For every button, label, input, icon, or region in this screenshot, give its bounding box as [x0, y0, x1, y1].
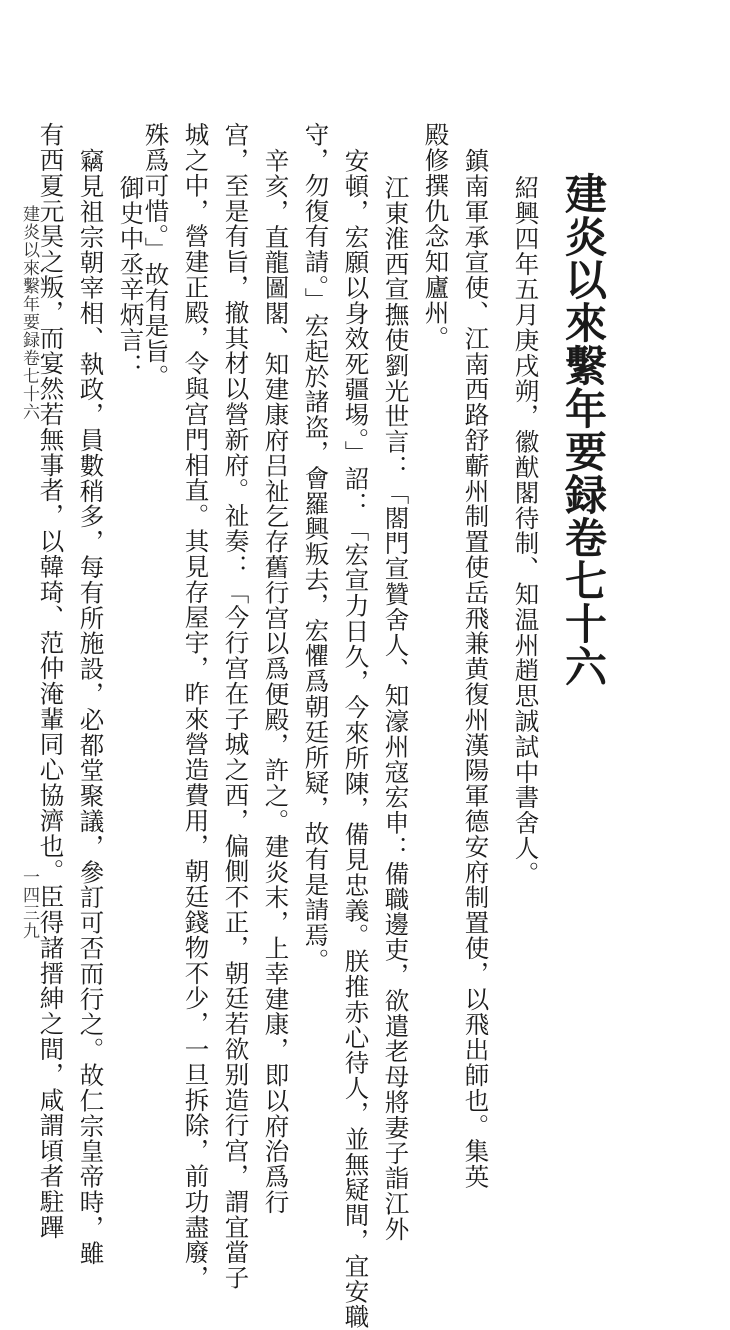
text-column: 御史中丞辛炳言：	[116, 175, 146, 379]
text-column: 殿修撰仇念知廬州。	[421, 122, 451, 351]
page-title: 建炎以來繫年要録卷七十六	[559, 172, 608, 688]
text-column: 安頓，宏願以身效死疆埸。」詔：「宏宣力日久，今來所陳，備見忠義。朕推赤心待人，並無疑間，宜安職	[341, 148, 371, 1330]
text-column: 鎮南軍承宣使、江南西路舒蘄州制置使岳飛兼黄復州漢陽軍德安府制置使，以飛出師也。集英	[461, 148, 491, 1190]
text-column: 辛亥，直龍圖閣、知建康府吕祉乞存舊行宫以爲便殿，許之。建炎末，上幸建康，即以府治爲行	[261, 148, 291, 1215]
text-column: 有西夏元昊之叛，而宴然若無事者，以韓琦、范仲淹輩同心協濟也。臣得諸搢紳之間，咸謂頃者駐蹕	[36, 122, 66, 1240]
text-column: 城之中，營建正殿，令與宫門相直。其見存屋宇，昨來營造費用，朝廷錢物不少，一旦拆除，前功盡廢，	[181, 122, 211, 1291]
text-column: 紹興四年五月庚戌朔，徽猷閣待制、知温州趙思誠試中書舍人。	[511, 175, 541, 887]
text-column: 竊見祖宗朝宰相、執政，員數稍多，每有所施設，必都堂聚議，參訂可否而行之。故仁宗皇帝時，雖	[76, 148, 106, 1266]
text-column: 江東淮西宣撫使劉光世言：「閤門宣贊舍人、知濠州寇宏申：備職邊吏，欲遣老母將妻子詣江外	[381, 175, 411, 1242]
text-column: 殊爲可惜。」故有是旨。	[141, 122, 171, 390]
text-column: 守，勿復有請。」宏起於諸盗，會羅興叛去，宏懼爲朝廷所疑，故有是請焉。	[301, 122, 331, 974]
text-column: 宫，至是有旨，撤其材以營新府。祉奏：「今行宫在子城之西，偏側不正，朝廷若欲别造行宫，謂宜當子	[221, 122, 251, 1291]
running-head: 建炎以來繫年要録卷七十六	[19, 205, 39, 421]
page-number: 一四三九	[19, 868, 39, 940]
